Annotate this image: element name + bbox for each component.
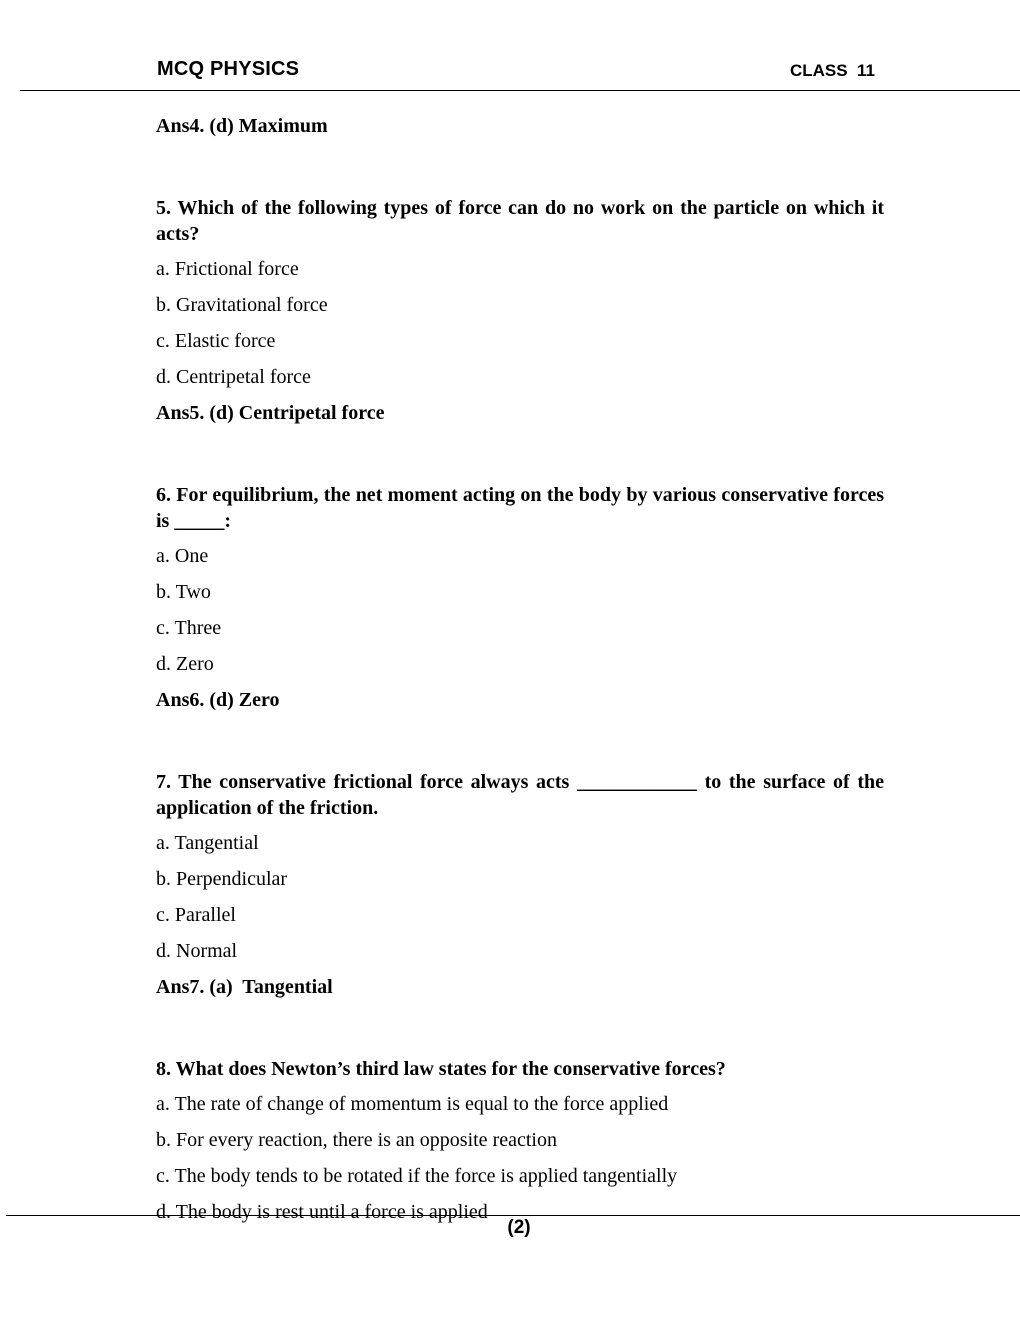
question-7 [156,769,884,1010]
question-text: 8. What does Newton’s third law states for the conservative forces? [156,1058,726,1080]
header-class-label: CLASS 11 [789,61,875,80]
option-d: d. The body is rest until a force is applied [156,1201,488,1223]
question-8 [156,1056,884,1235]
option-d: d. Centripetal force [156,366,311,388]
header-divider [20,90,1020,91]
page-content [156,113,884,1235]
option-b: b. Two [156,581,211,603]
option-b: b. Perpendicular [156,868,288,890]
page-number: (2) [507,1217,531,1238]
question-6 [156,482,884,723]
option-c: c. Elastic force [156,330,276,352]
option-b: b. For every reaction, there is an opposite reaction [156,1129,557,1151]
question-5 [156,195,884,436]
option-a: a. Tangential [156,832,259,854]
question-text: 7. The conservative frictional force always acts ____________ to the surface of the application of the friction. [156,771,884,819]
option-b: b. Gravitational force [156,294,328,316]
option-d: d. Zero [156,653,214,675]
option-c: c. The body tends to be rotated if the force is applied tangentially [156,1165,678,1187]
option-d: d. Normal [156,940,238,962]
question-text: 6. For equilibrium, the net moment acting on the body by various conservative forces is _____: [156,484,884,532]
answer-4: Ans4. (d) Maximum [156,115,328,137]
page-header [157,58,875,86]
option-a: a. One [156,545,209,567]
footer-divider [6,1215,1020,1216]
option-a: a. The rate of change of momentum is equal to the force applied [156,1093,669,1115]
option-c: c. Three [156,617,222,639]
option-a: a. Frictional force [156,258,299,280]
option-c: c. Parallel [156,904,236,926]
answer-6: Ans6. (d) Zero [156,689,280,711]
question-text: 5. Which of the following types of force can do no work on the particle on which it acts? [156,197,884,245]
answer-7: Ans7. (a) Tangential [156,976,333,998]
answer-5: Ans5. (d) Centripetal force [156,402,385,424]
header-subject: MCQ PHYSICS [157,58,300,80]
